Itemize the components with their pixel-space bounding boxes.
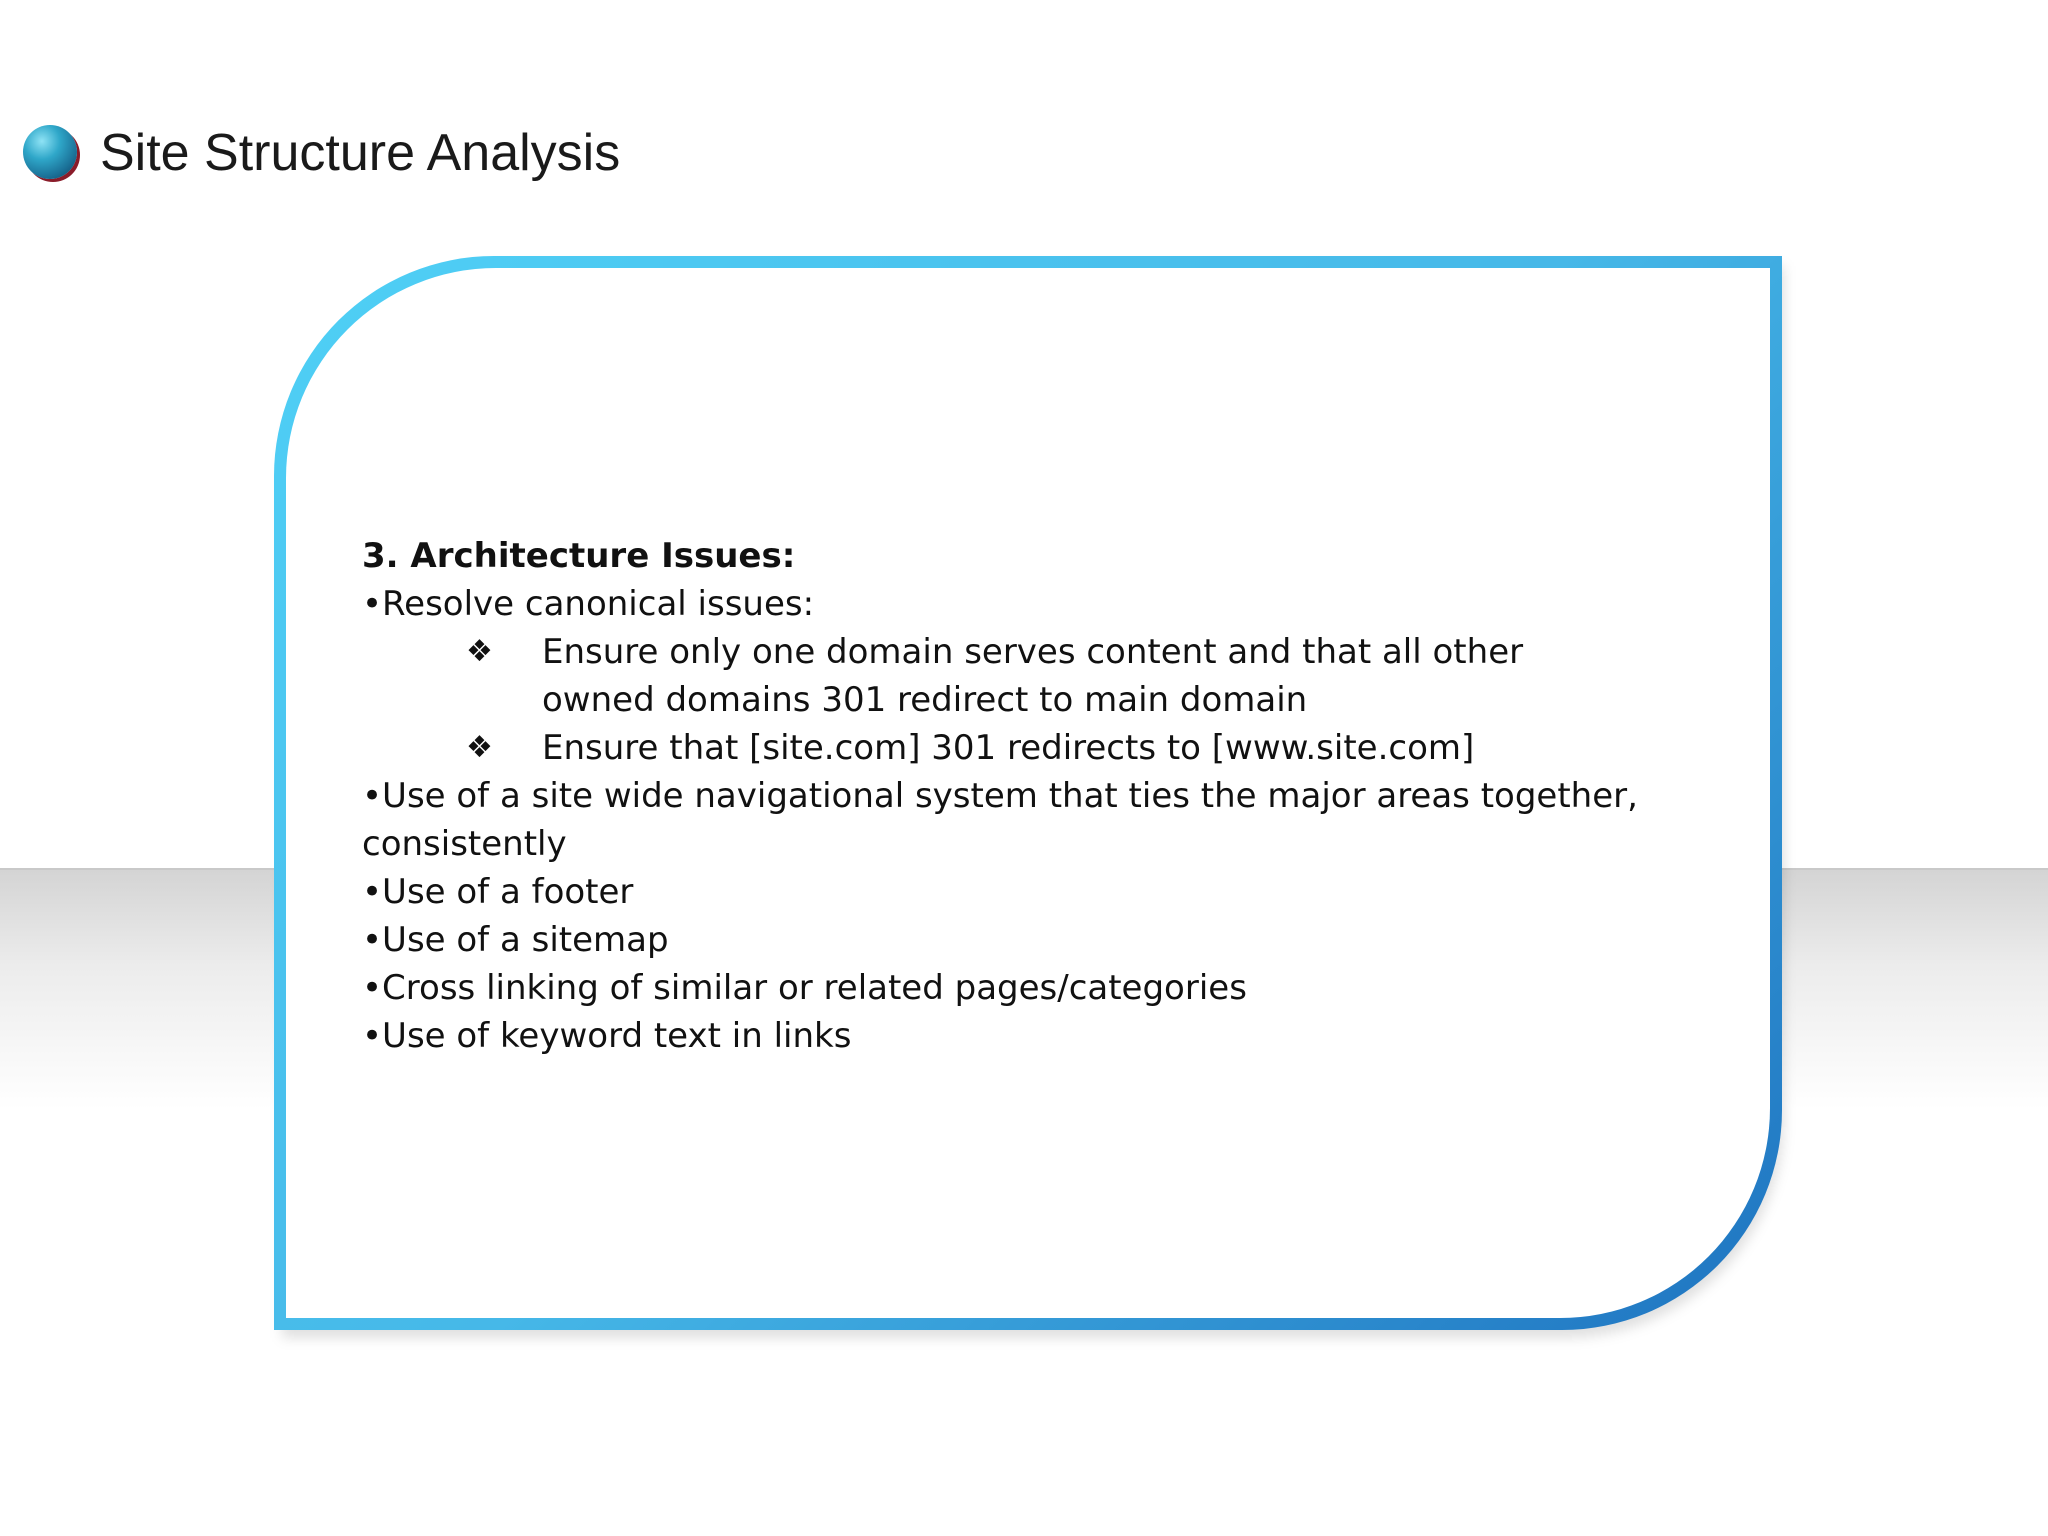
bullet-item: •Use of keyword text in links <box>362 1016 852 1056</box>
page-title: Site Structure Analysis <box>100 124 621 182</box>
bullet-item: •Use of a site wide navigational system that ties the major areas together, consistently <box>362 776 1638 864</box>
title-orb-icon <box>23 125 77 179</box>
diamond-bullet-icon: ❖ <box>466 730 493 765</box>
sub-bullet-text: Ensure that [site.com] 301 redirects to [www.site.com] <box>542 728 1475 768</box>
sub-bullet-text: Ensure only one domain serves content and that all other owned domains 301 redirect to main domain <box>542 632 1524 720</box>
card-content <box>362 532 1682 1060</box>
sub-bullet-item <box>362 628 1582 724</box>
bullet-item: •Resolve canonical issues: <box>362 584 815 624</box>
diamond-bullet-icon: ❖ <box>466 634 493 669</box>
bullet-item: •Use of a footer <box>362 872 634 912</box>
bullet-item: •Use of a sitemap <box>362 920 669 960</box>
bullet-item: •Cross linking of similar or related pages/categories <box>362 968 1247 1008</box>
sub-bullet-item <box>362 724 1582 772</box>
section-heading: 3. Architecture Issues: <box>362 536 796 576</box>
